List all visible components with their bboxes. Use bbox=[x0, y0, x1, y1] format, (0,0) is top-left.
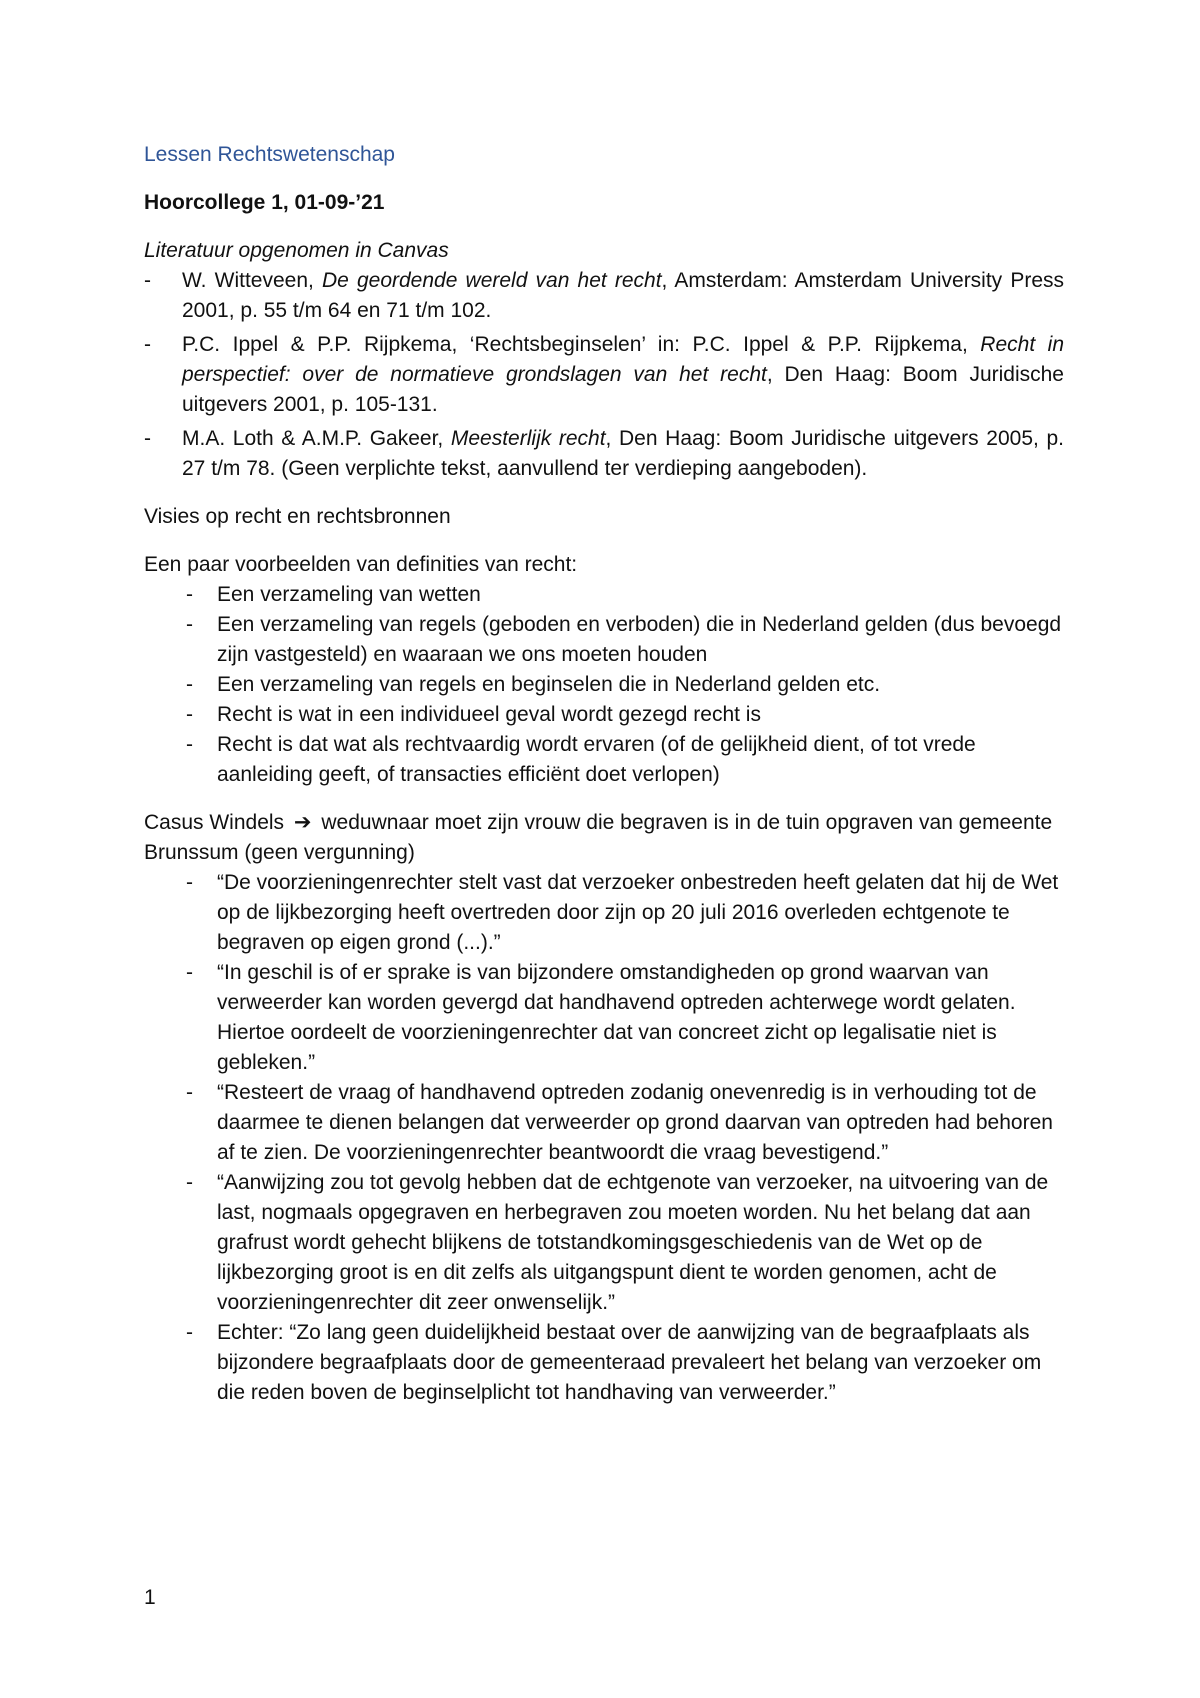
case-quote-item: - “Aanwijzing zou tot gevolg hebben dat de echtgenote van verzoeker, na uitvoering van de last, nogmaals opgegraven en herbegraven zou moeten worden. Nu het belang dat aan grafrust wordt gehecht blijkens de totstandkomingsgeschiedenis van de Wet op de lijkbezorging groot is en dit zelfs als uitgangspunt dient te worden genomen, acht de voorzieningenrechter dit zeer onwenselijk.” bbox=[144, 1168, 1064, 1318]
definition-item: - Recht is dat wat als rechtvaardig wordt ervaren (of de gelijkheid dient, of tot vrede aanleiding geeft, of transacties efficiënt doet verlopen) bbox=[144, 730, 1064, 790]
literature-item-text: , Den Haag: Boom Juridische uitgevers 2001, p. 105-131. bbox=[182, 363, 1064, 416]
definitions-intro: Een paar voorbeelden van definities van recht: bbox=[144, 553, 578, 576]
page-number: 1 bbox=[144, 1586, 156, 1609]
definitions-list bbox=[144, 580, 1064, 790]
case-quote-item: - “De voorzieningenrechter stelt vast dat verzoeker onbestreden heeft gelaten dat hij de Wet op de lijkbezorging heeft overtreden door zijn op 20 juli 2016 overleden echtgenote te begraven op eigen grond (...).” bbox=[144, 868, 1064, 958]
literature-item bbox=[144, 330, 1064, 420]
literature-item bbox=[144, 266, 1064, 326]
arrow-right-icon: ➔ bbox=[293, 811, 312, 834]
case-name: Casus Windels bbox=[144, 811, 285, 834]
case-quote-item: - Echter: “Zo lang geen duidelijkheid bestaat over de aanwijzing van de begraafplaats als bijzondere begraafplaats door de gemeenteraad prevaleert het belang van verzoeker om die reden boven de beginselplicht tot handhaving van verweerder.” bbox=[144, 1318, 1064, 1408]
case-quote-item: - “In geschil is of er sprake is van bijzondere omstandigheden op grond waarvan van verweerder kan worden gevergd dat handhavend optreden achterwege wordt gelaten. Hiertoe oordeelt de voorzieningenrechter dat van concreet zicht op legalisatie niet is gebleken.” bbox=[144, 958, 1064, 1078]
definition-item: - Een verzameling van regels en beginselen die in Nederland gelden etc. bbox=[144, 670, 1064, 700]
case-quotes-list bbox=[144, 868, 1064, 1408]
lecture-title: Hoorcollege 1, 01-09-’21 bbox=[144, 191, 385, 214]
case-summary: weduwnaar moet zijn vrouw die begraven is in de tuin opgraven van gemeente Brunssum (geen vergunning) bbox=[144, 811, 1053, 864]
literature-item-text: M.A. Loth & A.M.P. Gakeer, bbox=[182, 427, 451, 450]
literature-item-text: P.C. Ippel & P.P. Rijpkema, ‘Rechtsbeginselen’ in: P.C. Ippel & P.P. Rijpkema, bbox=[182, 333, 981, 356]
case-intro bbox=[144, 808, 1064, 868]
section-heading: Visies op recht en rechtsbronnen bbox=[144, 505, 451, 528]
document-title: Lessen Rechtswetenschap bbox=[144, 143, 395, 166]
literature-item-text: , Amsterdam: Amsterdam University Press 2001, p. 55 t/m 64 en 71 t/m 102. bbox=[182, 269, 1064, 322]
literature-item bbox=[144, 424, 1064, 484]
literature-item-work-title: De geordende wereld van het recht bbox=[321, 269, 662, 292]
literature-item-text: W. Witteveen, bbox=[182, 269, 322, 292]
definition-item: - Een verzameling van regels (geboden en verboden) die in Nederland gelden (dus bevoegd zijn vastgesteld) en waaraan we ons moeten houden bbox=[144, 610, 1064, 670]
case-quote-item: - “Resteert de vraag of handhavend optreden zodanig onevenredig is in verhouding tot de daarmee te dienen belangen dat verweerder op grond daarvan van optreden had behoren af te zien. De voorzieningenrechter beantwoordt die vraag bevestigend.” bbox=[144, 1078, 1064, 1168]
literature-item-work-title: Meesterlijk recht bbox=[450, 427, 606, 450]
literature-heading: Literatuur opgenomen in Canvas bbox=[144, 239, 449, 262]
definition-item: - Een verzameling van wetten bbox=[144, 580, 1064, 610]
document-page bbox=[144, 140, 1064, 1408]
literature-item-work-title: Recht in perspectief: over de normatieve grondslagen van het recht bbox=[182, 333, 1064, 386]
definition-item: - Recht is wat in een individueel geval wordt gezegd recht is bbox=[144, 700, 1064, 730]
literature-item-text: , Den Haag: Boom Juridische uitgevers 2005, p. 27 t/m 78. (Geen verplichte tekst, aanvullend ter verdieping aangeboden). bbox=[182, 427, 1064, 480]
literature-list bbox=[144, 266, 1064, 484]
